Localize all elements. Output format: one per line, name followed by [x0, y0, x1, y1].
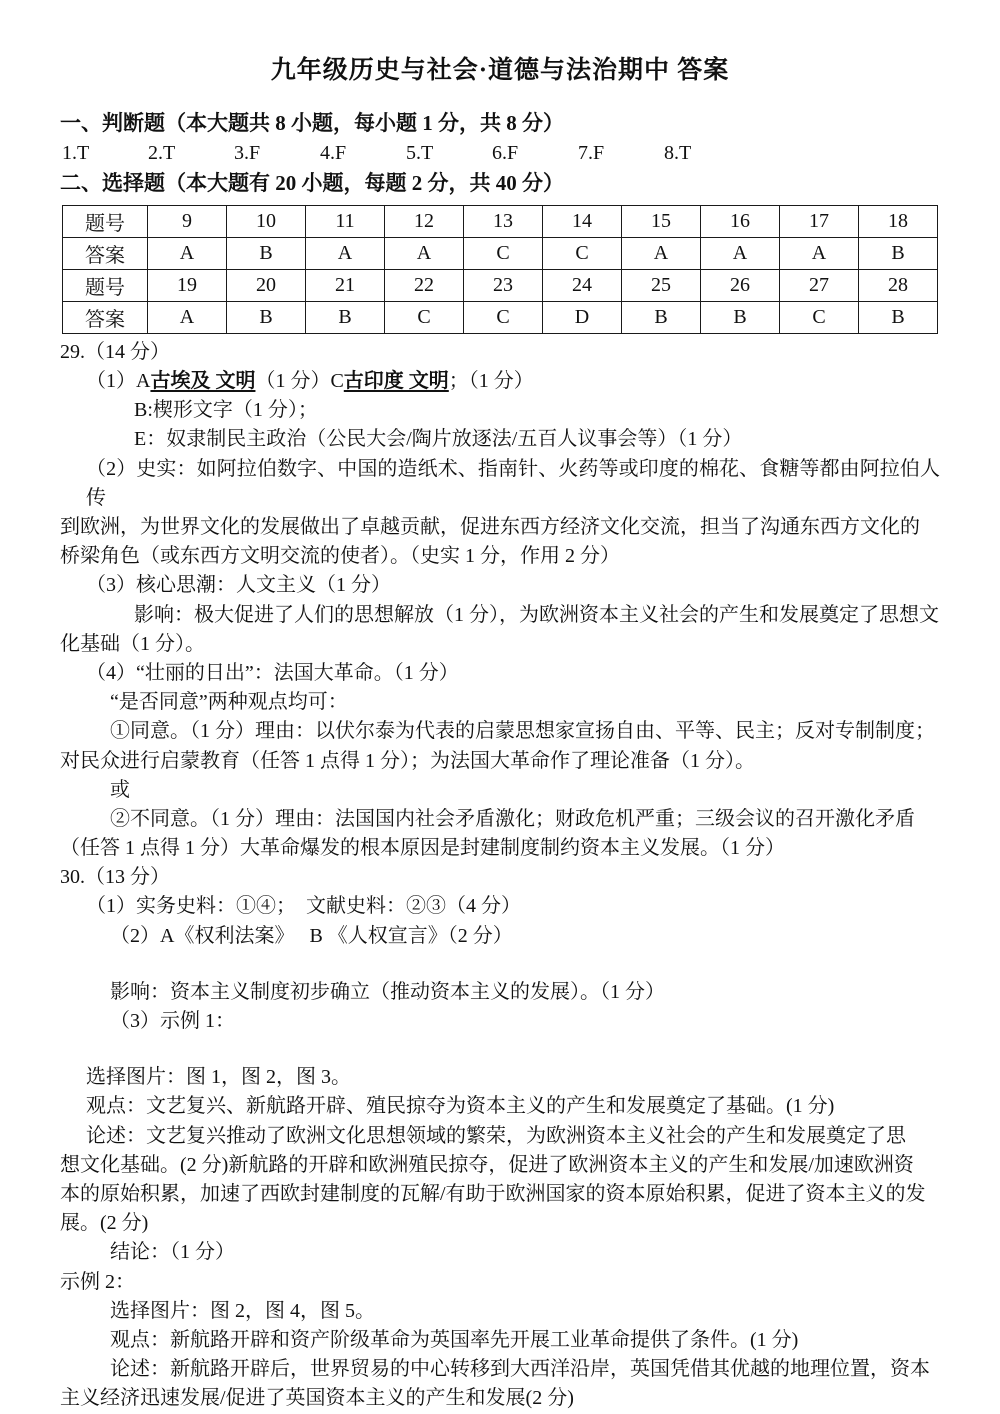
- example-1-argument-line-1: 论述：文艺复兴推动了欧洲文化思想领域的繁荣，为欧洲资本主义社会的产生和发展奠定了思: [86, 1124, 906, 1147]
- example-2-argument-line-1: 论述：新航路开辟后，世界贸易的中心转移到大西洋沿岸，英国凭借其优越的地理位置，资本: [110, 1358, 930, 1381]
- table-cell: B: [227, 237, 306, 269]
- question-29-part-4-line-6: （任答 1 点得 1 分）大革命爆发的根本原因是封建制度制约资本主义发展。（1 分）: [60, 837, 785, 860]
- table-cell: 9: [148, 205, 227, 237]
- true-false-answer-4: 4.F: [320, 142, 347, 165]
- table-cell: C: [543, 237, 622, 269]
- true-false-answer-7: 7.F: [578, 142, 605, 165]
- row-header-answer-2: 答案: [63, 301, 148, 333]
- table-cell: 23: [464, 269, 543, 301]
- example-1-argument-line-2: 想文化基础。(2 分)新航路的开辟和欧洲殖民掠夺，促进了欧洲资本主义的产生和发展/加速欧洲资: [60, 1153, 914, 1176]
- question-30-part-3-label: （3）示例 1：: [110, 1010, 235, 1032]
- question-29-part-1-line: [60, 367, 940, 396]
- table-cell: C: [464, 301, 543, 333]
- table-cell: D: [543, 301, 622, 333]
- part1-mid: （1 分）C: [255, 370, 344, 393]
- section-heading-multiple-choice: 二、选择题（本大题有 20 小题，每题 2 分，共 40 分）: [60, 171, 564, 196]
- part1-blank-C: 古印度 文明: [343, 370, 449, 393]
- question-29-part-1-e: E：奴隶制民主政治（公民大会/陶片放逐法/五百人议事会等）（1 分）: [134, 428, 743, 451]
- example-2-pictures: 选择图片：图 2，图 4，图 5。: [110, 1299, 375, 1322]
- part1-prefix: （1）A: [86, 370, 151, 393]
- question-29-part-1-b: B:楔形文字（1 分）；: [134, 399, 318, 422]
- table-cell: 27: [780, 269, 859, 301]
- table-cell: 20: [227, 269, 306, 301]
- table-row: [63, 269, 938, 301]
- question-30-block: [60, 863, 940, 1413]
- table-row: [63, 205, 938, 237]
- table-cell: 21: [306, 269, 385, 301]
- table-cell: 19: [148, 269, 227, 301]
- table-cell: 24: [543, 269, 622, 301]
- table-cell: 17: [780, 205, 859, 237]
- table-cell: A: [780, 237, 859, 269]
- table-cell: A: [701, 237, 780, 269]
- table-cell: B: [859, 301, 938, 333]
- table-cell: 25: [622, 269, 701, 301]
- table-cell: B: [306, 301, 385, 333]
- question-29-number: 29.（14 分）: [60, 340, 170, 363]
- question-30-part-2: （2）A《权利法案》 B 《人权宣言》（2 分）: [110, 924, 513, 947]
- table-cell: 11: [306, 205, 385, 237]
- table-cell: 28: [859, 269, 938, 301]
- question-29-part-4-line-5: ②不同意。（1 分）理由：法国国内社会矛盾激化；财政危机严重；三级会议的召开激化矛盾: [110, 807, 915, 830]
- table-cell: 16: [701, 205, 780, 237]
- question-29-part-3-line-3: 化基础（1 分）。: [60, 632, 205, 655]
- table-cell: 15: [622, 205, 701, 237]
- multiple-choice-answer-table: [62, 205, 938, 334]
- row-header-answer-1: 答案: [63, 237, 148, 269]
- table-cell: 14: [543, 205, 622, 237]
- table-cell: C: [780, 301, 859, 333]
- question-29-part-3-line-2: 影响：极大促进了人们的思想解放（1 分），为欧洲资本主义社会的产生和发展奠定了思想文: [134, 603, 939, 626]
- row-header-question-2: 题号: [63, 269, 148, 301]
- section-heading-true-false: 一、判断题（本大题共 8 小题，每小题 1 分，共 8 分）: [60, 111, 564, 135]
- example-1-argument-line-4: 展。(2 分): [60, 1212, 149, 1235]
- true-false-answer-6: 6.F: [492, 142, 519, 165]
- question-29-part-4-line-1: （4）“壮丽的日出”：法国大革命。（1 分）: [86, 661, 459, 684]
- question-30-part-2-effect: 影响：资本主义制度初步确立（推动资本主义的发展）。（1 分）: [110, 980, 665, 1003]
- true-false-answer-1: 1.T: [62, 142, 90, 165]
- example-2-label: 示例 2：: [60, 1270, 135, 1293]
- table-cell: A: [148, 301, 227, 333]
- table-cell: B: [859, 237, 938, 269]
- true-false-answer-8: 8.T: [664, 142, 692, 165]
- table-cell: 22: [385, 269, 464, 301]
- question-30-part-1: （1）实务史料：①④； 文献史料：②③（4 分）: [86, 895, 521, 918]
- page-title: 九年级历史与社会·道德与法治期中 答案: [270, 57, 730, 84]
- part1-blank-A: 古埃及 文明: [150, 370, 256, 393]
- question-29-part-2-line-2: 到欧洲，为世界文化的发展做出了卓越贡献，促进东西方经济文化交流，担当了沟通东西方文化的: [60, 516, 920, 538]
- question-29-block: [60, 338, 940, 863]
- table-cell: C: [385, 301, 464, 333]
- true-false-answer-3: 3.F: [234, 142, 261, 165]
- question-29-part-4-line-2: “是否同意”两种观点均可：: [110, 691, 348, 714]
- spacer: [60, 951, 940, 978]
- example-1-viewpoint: 观点：文艺复兴、新航路开辟、殖民掠夺为资本主义的产生和发展奠定了基础。(1 分): [86, 1095, 835, 1118]
- table-cell: 12: [385, 205, 464, 237]
- table-row: [63, 301, 938, 333]
- table-cell: A: [306, 237, 385, 269]
- true-false-answer-row: [60, 138, 940, 168]
- table-cell: 13: [464, 205, 543, 237]
- table-cell: B: [701, 301, 780, 333]
- table-cell: 10: [227, 205, 306, 237]
- table-cell: 18: [859, 205, 938, 237]
- table-cell: A: [385, 237, 464, 269]
- question-29-part-4-line-4: 对民众进行启蒙教育（任答 1 点得 1 分）；为法国大革命作了理论准备（1 分）。: [60, 749, 755, 772]
- example-1-argument-line-3: 本的原始积累，加速了西欧封建制度的瓦解/有助于欧洲国家的资本原始积累，促进了资本主义的发: [60, 1182, 926, 1205]
- table-cell: C: [464, 237, 543, 269]
- question-29-part-4-or: 或: [110, 778, 130, 801]
- example-1-pictures: 选择图片：图 1，图 2，图 3。: [86, 1066, 351, 1089]
- question-29-part-2-line-1: （2）史实：如阿拉伯数字、中国的造纸术、指南针、火药等或印度的棉花、食糖等都由阿拉伯人传: [86, 457, 940, 509]
- table-cell: 26: [701, 269, 780, 301]
- table-cell: B: [227, 301, 306, 333]
- question-29-part-3-line-1: （3）核心思潮：人文主义（1 分）: [86, 574, 391, 597]
- example-2-argument-line-2: 主义经济迅速发展/促进了英国资本主义的产生和发展(2 分): [60, 1387, 574, 1410]
- example-1-conclusion: 结论：（1 分）: [110, 1241, 235, 1264]
- table-cell: A: [622, 237, 701, 269]
- table-cell: A: [148, 237, 227, 269]
- question-29-part-4-line-3: ①同意。（1 分）理由：以伏尔泰为代表的启蒙思想家宣扬自由、平等、民主；反对专制制度；: [110, 720, 935, 743]
- true-false-answer-2: 2.T: [148, 142, 176, 165]
- question-29-part-2-line-3: 桥梁角色（或东西方文明交流的使者）。（史实 1 分，作用 2 分）: [60, 545, 620, 568]
- part1-suffix: ；（1 分）: [448, 370, 534, 393]
- true-false-answer-5: 5.T: [406, 142, 434, 165]
- table-row: [63, 237, 938, 269]
- question-30-number: 30.（13 分）: [60, 866, 170, 889]
- row-header-question-1: 题号: [63, 205, 148, 237]
- example-2-viewpoint: 观点：新航路开辟和资产阶级革命为英国率先开展工业革命提供了条件。(1 分): [110, 1328, 799, 1351]
- spacer: [60, 1036, 940, 1063]
- table-cell: B: [622, 301, 701, 333]
